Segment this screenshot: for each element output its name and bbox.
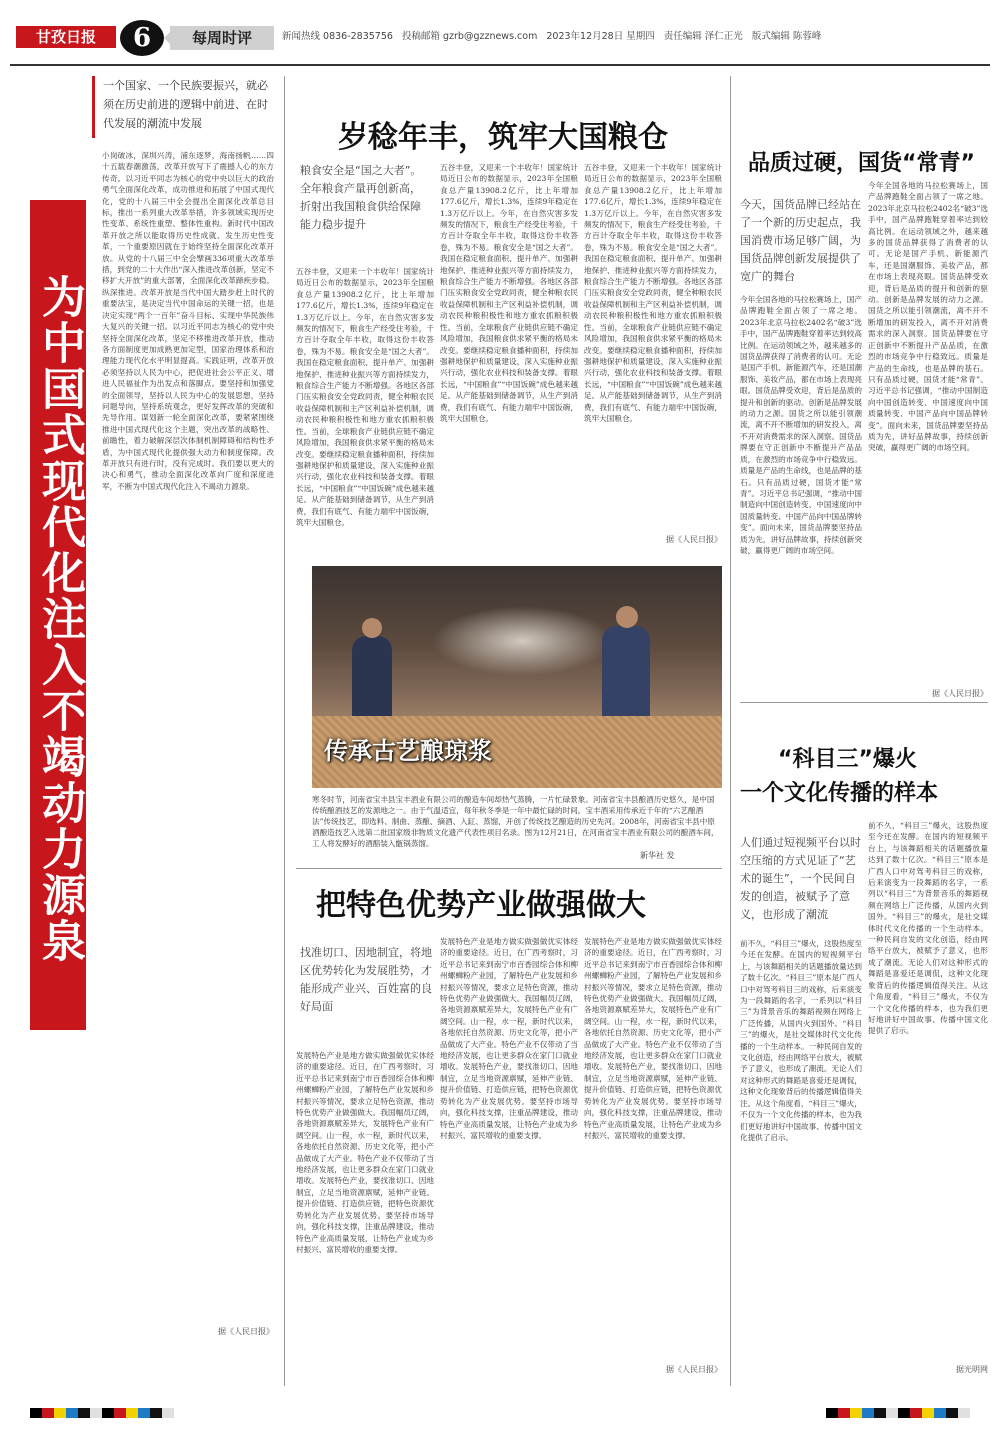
color-swatch — [138, 1408, 150, 1418]
color-swatch — [30, 1408, 42, 1418]
grain-headline: 岁稔年丰，筑牢大国粮仓 — [338, 120, 668, 155]
date: 2023年12月28日 星期四 — [546, 31, 655, 42]
industry-source: 据《人民日报》 — [666, 1365, 722, 1374]
industry-headline: 把特色优势产业做强做大 — [316, 888, 646, 923]
culture-headline-2: 一个文化传播的样本 — [740, 781, 939, 806]
quality-headline: 品质过硬，国货“常青” — [748, 151, 975, 176]
column-divider-right — [730, 76, 731, 1386]
color-swatch — [898, 1408, 910, 1418]
color-swatch — [862, 1408, 874, 1418]
color-swatch — [66, 1408, 78, 1418]
color-swatch — [114, 1408, 126, 1418]
page-header — [10, 16, 990, 62]
grain-body-col2: 五谷丰登，又迎来一个丰收年！国家统计局近日公布的数据显示，2023年全国粮食总产量13908.2亿斤，比上年增加177.6亿斤，增长1.3%，连续9年稳定在1.3万亿斤以上。今年，在自然灾害多发频发的情况下，粮食生产经受住考验，千方百计夺取全年丰收，取得这份丰收答卷，殊为不易。粮食安全是“国之大者”。我国在稳定粮食面积、提升单产、加强耕地保护、推进种业振兴等方面持续发力，粮食综合生产能力不断增强。各地区各部门压实粮食安全党政同责，健全种粮农民收益保障机制和主产区利益补偿机制，调动农民种粮积极性和地方重农抓粮积极性。当前，全球粮食产业链供应链不确定风险增加，我国粮食供求紧平衡的格局未改变。要继续稳定粮食播种面积，持续加强耕地保护和质量建设，深入实施种业振兴行动，强化农业科技和装备支撑。着眼长远，“中国粮食”“中国饭碗”成色越来越足。从产能基础到储备调节，从生产到消费，我们有底气、有能力端牢中国饭碗，筑牢大国粮仓。 — [440, 163, 578, 423]
photo-credit: 新华社 发 — [640, 851, 675, 860]
left-article-body — [102, 150, 274, 1340]
color-swatch — [946, 1408, 958, 1418]
culture-headline-1: “科目三”爆火 — [778, 747, 917, 772]
color-swatch — [150, 1408, 162, 1418]
right-divider — [740, 702, 988, 703]
photo-divider — [296, 868, 722, 869]
header-info — [282, 28, 827, 42]
photo-worker-left — [352, 636, 392, 726]
color-swatch — [838, 1408, 850, 1418]
industry-subhead: 找准切口、因地制宜，将地区优势转化为发展胜势，才能形成产业兴、百姓富的良好局面 — [300, 946, 432, 1013]
left-source: 据《人民日报》 — [218, 1327, 274, 1336]
quality-source: 据《人民日报》 — [932, 689, 988, 698]
color-swatch — [102, 1408, 114, 1418]
culture-source: 据光明网 — [956, 1365, 988, 1374]
print-color-bar-left — [30, 1408, 174, 1418]
grain-body-col1: 五谷丰登，又迎来一个丰收年！国家统计局近日公布的数据显示，2023年全国粮食总产量13908.2亿斤，比上年增加177.6亿斤，增长1.3%，连续9年稳定在1.3万亿斤以上。今年，在自然灾害多发频发的情况下，粮食生产经受住考验，千方百计夺取全年丰收，取得这份丰收答卷，殊为不易。粮食安全是“国之大者”。我国在稳定粮食面积、提升单产、加强耕地保护、推进种业振兴等方面持续发力，粮食综合生产能力不断增强。各地区各部门压实粮食安全党政同责，健全种粮农民收益保障机制和主产区利益补偿机制，调动农民种粮积极性和地方重农抓粮积极性。当前，全球粮食产业链供应链不确定风险增加，我国粮食供求紧平衡的格局未改变。要继续稳定粮食播种面积，持续加强耕地保护和质量建设，深入实施种业振兴行动，强化农业科技和装备支撑。着眼长远，“中国粮食”“中国饭碗”成色越来越足。从产能基础到储备调节，从生产到消费，我们有底气、有能力端牢中国饭碗，筑牢大国粮仓。 — [296, 267, 434, 527]
photo-worker-right — [602, 626, 650, 726]
culture-body-col2: 前不久，“科目三”爆火，这股热度至今还在发酵。在国内的短视频平台上，与该舞蹈相关的话题播放量达到了数十亿次。“科目三”原本是广西人口中对驾考科目三的戏称，后来演变为一段舞蹈的名字，一系列以“科目三”为背景音乐的舞蹈视频在网络上广泛传播，从国内火到国外。“科目三”的爆火，是社交媒体时代文化传播的一个生动样本。一种民间自发的文化创造，经由网络平台放大，被赋予了意义，也形成了潮流。无论人们对这种形式的舞蹈是喜爱还是调侃，这种文化现象背后的传播逻辑值得关注。从这个角度看，“科目三”爆火，不仅为一个文化传播的样本，也为我们更好地讲好中国故事、传播中国文化提供了启示。 — [868, 821, 988, 1036]
color-swatch — [874, 1408, 886, 1418]
main-title-vertical: 为中国式现代化注入不竭动力源泉 — [30, 200, 86, 1030]
hotline: 新闻热线 0836-2835756 — [282, 31, 393, 42]
color-swatch — [42, 1408, 54, 1418]
industry-body-col1: 发展特色产业是地方做实做强做优实体经济的重要途径。近日，在广西考察时，习近平总书记来到南宁市百香园综合体和柳州螺蛳粉产业园，了解特色产业发展和乡村振兴等情况，要求立足特色资源，推动特色优势产业做强做大。我国幅员辽阔，各地资源禀赋差异大，发展特色产业有广阔空间。山一程，水一程，新时代以来，各地依托自然资源、历史文化等，把小产品做成了大产业。特色产业不仅带动了当地经济发展，也让更多群众在家门口就业增收。发展特色产业，要找准切口、因地制宜，立足当地资源禀赋，延伸产业链、提升价值链、打造供应链，把特色资源优势转化为产业发展优势。要坚持市场导向，强化科技支撑，注重品牌建设，推动特色产业高质量发展，让特色产业成为乡村振兴、富民增收的重要支撑。 — [296, 1051, 434, 1254]
column-divider — [284, 76, 285, 1386]
masthead-logo: 甘孜日报 — [16, 26, 116, 48]
color-swatch — [850, 1408, 862, 1418]
industry-body-col2: 发展特色产业是地方做实做强做优实体经济的重要途径。近日，在广西考察时，习近平总书记来到南宁市百香园综合体和柳州螺蛳粉产业园，了解特色产业发展和乡村振兴等情况，要求立足特色资源，推动特色优势产业做强做大。我国幅员辽阔，各地资源禀赋差异大，发展特色产业有广阔空间。山一程，水一程，新时代以来，各地依托自然资源、历史文化等，把小产品做成了大产业。特色产业不仅带动了当地经济发展，也让更多群众在家门口就业增收。发展特色产业，要找准切口、因地制宜，立足当地资源禀赋，延伸产业链、提升价值链、打造供应链，把特色资源优势转化为产业发展优势。要坚持市场导向，强化科技支撑，注重品牌建设，推动特色产业高质量发展，让特色产业成为乡村振兴、富民增收的重要支撑。 — [440, 937, 578, 1140]
photo-steam — [432, 606, 612, 676]
grain-source: 据《人民日报》 — [666, 535, 722, 544]
color-swatch — [162, 1408, 174, 1418]
left-lede: 一个国家、一个民族要振兴，就必须在历史前进的逻辑中前进、在时代发展的潮流中发展 — [92, 76, 272, 138]
color-swatch — [90, 1408, 102, 1418]
section-label: 每周时评 — [170, 26, 274, 50]
color-swatch — [54, 1408, 66, 1418]
photo-title: 传承古艺酿琼浆 — [324, 737, 492, 765]
color-swatch — [886, 1408, 898, 1418]
photo-caption: 寒冬时节，河南省宝丰县宝丰酒业有限公司的酿造车间却热气蒸腾，一片忙碌景象。河南省宝丰县酿酒历史悠久，是中国传统酿酒技艺的发源地之一。由于气温适宜，每年秋冬季是一年中最忙碌的时间。宝丰酒采用传承近千年的“六艺酿酒法”传统技艺，即选料、制曲、蒸酿、摘酒、入缸、蒸馏，开创了传统技艺酿造的历史先河。2008年，河南省宝丰县中原酒酿造技艺入选第二批国家级非物质文化遗产代表性项目名录。图为12月21日，在河南省宝丰酒业有限公司的酿酒车间，工人将发酵好的酒醅装入甑锅蒸馏。 — [312, 795, 719, 848]
quality-body-col1: 今年全国各地的马拉松赛场上，国产品牌跑鞋全面占领了一席之地。2023年北京马拉松2402名“破3”选手中，国产品牌跑鞋穿着率达到较高比例。在运动领域之外，越来越多的国货品牌获得了消费者的认可。无论是国产手机、新能源汽车，还是国潮服饰、美妆产品，都在市场上表现亮眼。国货品牌受欢迎，背后是品质的提升和创新的驱动。创新是品牌发展的动力之源。国货之所以能引领潮流，离不开不断增加的研发投入，离不开对消费需求的深入洞察。国货品牌要在守正创新中不断提升产品品质，在激烈的市场竞争中行稳致远。质量是产品的生命线，也是品牌的基石。只有品质过硬，国货才能“常青”。习近平总书记强调，“推动中国制造向中国创造转变、中国速度向中国质量转变、中国产品向中国品牌转变”。面向未来，国货品牌要坚持品质为先，讲好品牌故事，持续创新突破，赢得更广阔的市场空间。 — [740, 295, 862, 555]
quality-body-col2: 今年全国各地的马拉松赛场上，国产品牌跑鞋全面占领了一席之地。2023年北京马拉松2402名“破3”选手中，国产品牌跑鞋穿着率达到较高比例。在运动领域之外，越来越多的国货品牌获得了消费者的认可。无论是国产手机、新能源汽车，还是国潮服饰、美妆产品，都在市场上表现亮眼。国货品牌受欢迎，背后是品质的提升和创新的驱动。创新是品牌发展的动力之源。国货之所以能引领潮流，离不开不断增加的研发投入，离不开对消费需求的深入洞察。国货品牌要在守正创新中不断提升产品品质，在激烈的市场竞争中行稳致远。质量是产品的生命线，也是品牌的基石。只有品质过硬，国货才能“常青”。习近平总书记强调，“推动中国制造向中国创造转变、中国速度向中国质量转变、中国产品向中国品牌转变”。面向未来，国货品牌要坚持品质为先，讲好品牌故事，持续创新突破，赢得更广阔的市场空间。 — [868, 181, 988, 453]
color-swatch — [826, 1408, 838, 1418]
editor: 责任编辑 泽仁正光 — [663, 31, 743, 42]
grain-subhead: 粮食安全是“国之大者”。全年粮食产量再创新高，折射出我国粮食供给保障能力稳步提升 — [300, 164, 422, 231]
color-swatch — [910, 1408, 922, 1418]
color-swatch — [126, 1408, 138, 1418]
left-body-text: 小岗破冰，深圳兴涛，浦东逐梦，海南扬帆……四十五载春潮激荡，改革开放写下了震撼人心的东方传奇。以习近平同志为核心的党中央以巨大的政治勇气全面深化改革，成功推进和拓展了中国式现代化，党的十八届三中全会提出全面深化改革总目标，推出一系列重大改革举措，许多领域实现历史性变革、系统性重塑、整体性重构。新时代中国改革开放之所以能取得历史性成就、发生历史性变革，一个重要原因就在于始终坚持全面深化改革开放。从党的十八届三中全会擘画336项重大改革举措，到党的二十大作出“深入推进改革创新，坚定不移扩大开放”的重大部署，全面深化改革蹄疾步稳、纵深推进。改革开放是当代中国大踏步赶上时代的重要法宝，是决定当代中国命运的关键一招，也是决定实现“两个一百年”奋斗目标、实现中华民族伟大复兴的关键一招。以习近平同志为核心的党中央坚持全面深化改革，坚定不移推进改革开放，推动各方面制度更加成熟更加定型，国家治理体系和治理能力现代化水平明显提高。实践证明，改革开放必须坚持以人民为中心，把促进社会公平正义、增进人民福祉作为出发点和落脚点。要坚持和加强党的全面领导，坚持以人民为中心的发展思想，坚持问题导向，坚持系统观念，更好发挥改革的突破和先导作用。谋划新一轮全面深化改革，要紧紧围绕推进中国式现代化这个主题，突出改革的战略性、前瞻性，着力破解深层次体制机制障碍和结构性矛盾，为中国式现代化提供强大动力和制度保障。改革开放只有进行时，没有完成时。我们要以更大的决心和勇气，推动全面深化改革向广度和深度进军，不断为中国式现代化注入不竭动力源泉。 — [102, 151, 274, 491]
culture-body-col1: 前不久，“科目三”爆火，这股热度至今还在发酵。在国内的短视频平台上，与该舞蹈相关的话题播放量达到了数十亿次。“科目三”原本是广西人口中对驾考科目三的戏称，后来演变为一段舞蹈的名字，一系列以“科目三”为背景音乐的舞蹈视频在网络上广泛传播，从国内火到国外。“科目三”的爆火，是社交媒体时代文化传播的一个生动样本。一种民间自发的文化创造，经由网络平台放大，被赋予了意义，也形成了潮流。无论人们对这种形式的舞蹈是喜爱还是调侃，这种文化现象背后的传播逻辑值得关注。从这个角度看，“科目三”爆火，不仅为一个文化传播的样本，也为我们更好地讲好中国故事、传播中国文化提供了启示。 — [740, 939, 862, 1142]
color-swatch — [78, 1408, 90, 1418]
designer: 版式编辑 陈蓉峰 — [751, 31, 822, 42]
culture-subhead: 人们通过短视频平台以时空压缩的方式见证了“艺术的诞生”，一个民间自发的创造，被赋予了意义，也形成了潮流 — [740, 836, 861, 921]
print-color-bar-right — [826, 1408, 970, 1418]
color-swatch — [934, 1408, 946, 1418]
page-number: 6 — [120, 20, 164, 56]
quality-subhead: 今天，国货品牌已经站在了一个新的历史起点，我国消费市场足够广阔，为国货品牌创新发展提供了宽广的舞台 — [740, 198, 861, 283]
color-swatch — [922, 1408, 934, 1418]
header-rule — [10, 64, 990, 66]
grain-body-col3: 五谷丰登，又迎来一个丰收年！国家统计局近日公布的数据显示，2023年全国粮食总产量13908.2亿斤，比上年增加177.6亿斤，增长1.3%，连续9年稳定在1.3万亿斤以上。今年，在自然灾害多发频发的情况下，粮食生产经受住考验，千方百计夺取全年丰收，取得这份丰收答卷，殊为不易。粮食安全是“国之大者”。我国在稳定粮食面积、提升单产、加强耕地保护、推进种业振兴等方面持续发力，粮食综合生产能力不断增强。各地区各部门压实粮食安全党政同责，健全种粮农民收益保障机制和主产区利益补偿机制，调动农民种粮积极性和地方重农抓粮积极性。当前，全球粮食产业链供应链不确定风险增加，我国粮食供求紧平衡的格局未改变。要继续稳定粮食播种面积，持续加强耕地保护和质量建设，深入实施种业振兴行动，强化农业科技和装备支撑。着眼长远，“中国粮食”“中国饭碗”成色越来越足。从产能基础到储备调节，从生产到消费，我们有底气、有能力端牢中国饭碗，筑牢大国粮仓。 — [584, 163, 722, 423]
color-swatch — [958, 1408, 970, 1418]
email: 投稿邮箱 gzrb@gzznews.com — [401, 31, 538, 42]
industry-body-col3: 发展特色产业是地方做实做强做优实体经济的重要途径。近日，在广西考察时，习近平总书记来到南宁市百香园综合体和柳州螺蛳粉产业园，了解特色产业发展和乡村振兴等情况，要求立足特色资源，推动特色优势产业做强做大。我国幅员辽阔，各地资源禀赋差异大，发展特色产业有广阔空间。山一程，水一程，新时代以来，各地依托自然资源、历史文化等，把小产品做成了大产业。特色产业不仅带动了当地经济发展，也让更多群众在家门口就业增收。发展特色产业，要找准切口、因地制宜，立足当地资源禀赋，延伸产业链、提升价值链、打造供应链，把特色资源优势转化为产业发展优势。要坚持市场导向，强化科技支撑，注重品牌建设，推动特色产业高质量发展，让特色产业成为乡村振兴、富民增收的重要支撑。 — [584, 937, 722, 1140]
